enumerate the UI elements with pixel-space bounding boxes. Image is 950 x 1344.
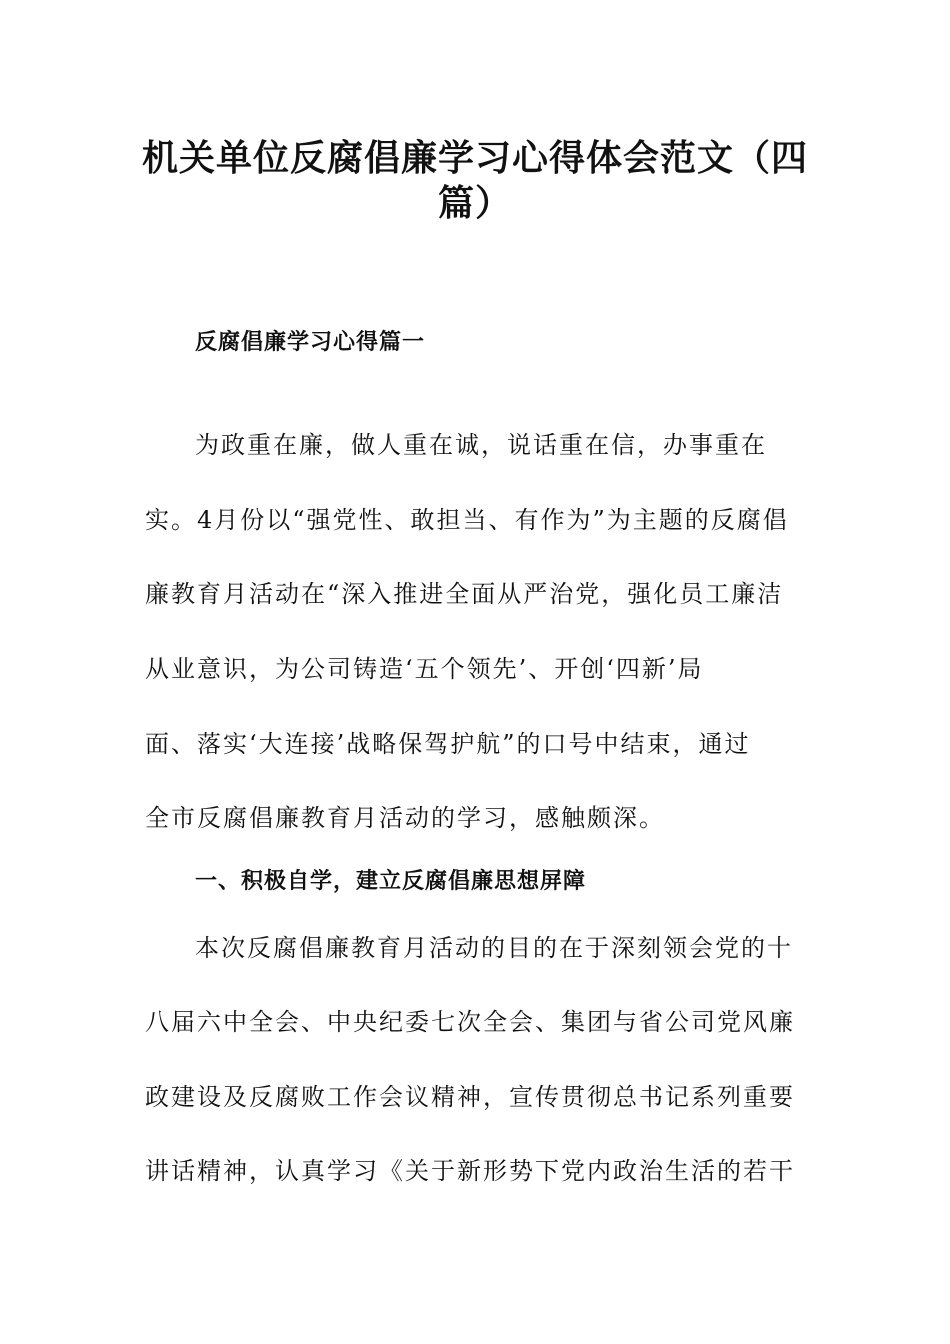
paragraph-1-line-5: 面、落实‘大连接’战略保驾护航”的口号中结束，通过 — [145, 730, 751, 758]
document-title-line-2: 篇） — [437, 183, 512, 224]
section-heading: 反腐倡廉学习心得篇一 — [195, 330, 426, 355]
paragraph-1-line-2: 实。4月份以“强党性、敢担当、有作为”为主题的反腐倡 — [145, 506, 789, 534]
paragraph-1-line-6: 全市反腐倡廉教育月活动的学习，感触颇深。 — [145, 804, 665, 832]
subheading-1: 一、积极自学，建立反腐倡廉思想屏障 — [195, 869, 587, 894]
document-title-line-1: 机关单位反腐倡廉学习心得体会范文（四 — [141, 138, 808, 179]
paragraph-2-line-1: 本次反腐倡廉教育月活动的目的在于深刻领会党的十 — [195, 934, 793, 962]
paragraph-1-line-3: 廉教育月活动在“深入推进全面从严治党，强化员工廉洁 — [145, 580, 784, 608]
paragraph-2-line-4: 讲话精神，认真学习《关于新形势下党内政治生活的若干 — [145, 1157, 795, 1185]
paragraph-2-line-2: 八届六中全会、中央纪委七次全会、集团与省公司党风廉 — [145, 1008, 795, 1036]
paragraph-1-line-1: 为政重在廉，做人重在诚，说话重在信，办事重在 — [195, 431, 767, 459]
paragraph-1-line-4: 从业意识，为公司铸造‘五个领先’、开创‘四新’局 — [145, 655, 704, 683]
paragraph-2-line-3: 政建设及反腐败工作会议精神，宣传贯彻总书记系列重要 — [145, 1083, 795, 1111]
